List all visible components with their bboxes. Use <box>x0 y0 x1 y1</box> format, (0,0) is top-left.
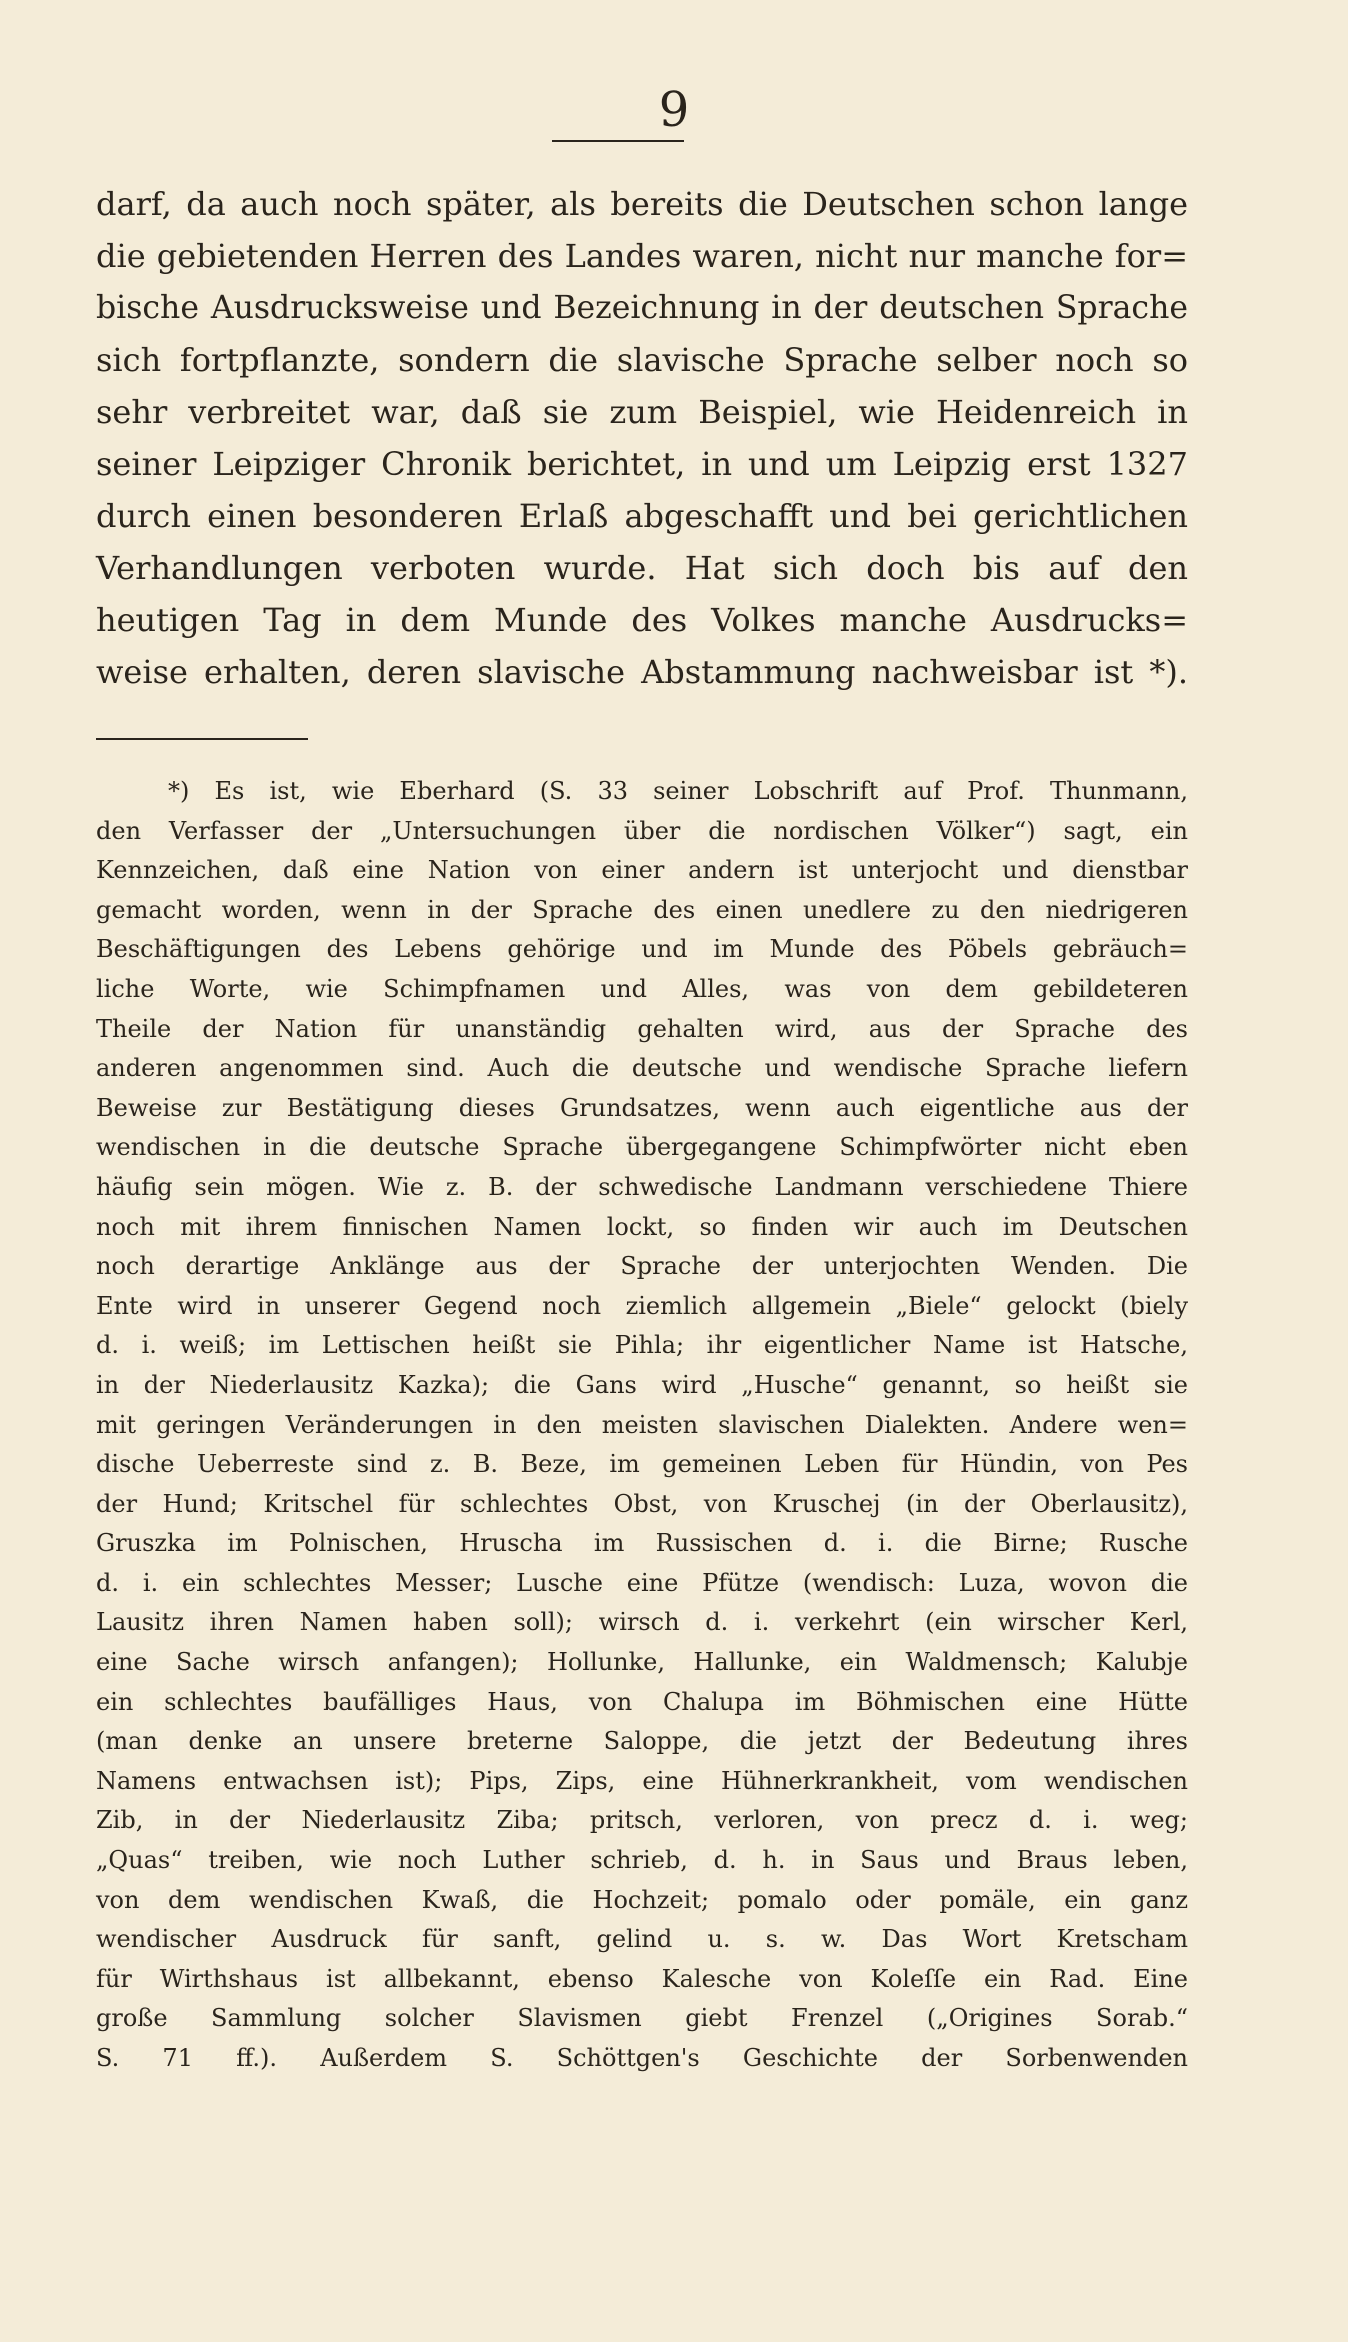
footnote-line: S. 71 ff.). Außerdem S. Schöttgen's Geschichte der Sorbenwenden <box>96 2044 1188 2072</box>
body-line: sehr verbreitet war, daß sie zum Beispiel, wie Heidenreich in <box>96 393 1188 431</box>
body-line: weise erhalten, deren slavische Abstammung nachweisbar ist *). <box>96 653 1188 691</box>
footnote-line: noch derartige Anklänge aus der Sprache der unterjochten Wenden. Die <box>96 1252 1188 1281</box>
footnote-line: Kennzeichen, daß eine Nation von einer andern ist unterjocht und dienstbar <box>96 856 1188 885</box>
footnote-line: große Sammlung solcher Slavismen giebt Frenzel („Origines Sorab.“ <box>96 2004 1188 2033</box>
body-line: durch einen besonderen Erlaß abgeschafft und bei gerichtlichen <box>96 497 1188 535</box>
page-number: 9 <box>658 82 690 138</box>
footnote-line: dische Ueberreste sind z. B. Beze, im gemeinen Leben für Hündin, von Pes <box>96 1450 1188 1479</box>
footnote-line: noch mit ihrem finnischen Namen lockt, so finden wir auch im Deutschen <box>96 1212 1188 1241</box>
footnote-line: Namens entwachsen ist); Pips, Zips, eine Hühnerkrankheit, vom wendischen <box>96 1766 1188 1795</box>
footnote-line: d. i. ein schlechtes Messer; Lusche eine Pfütze (wendisch: Luza, wovon die <box>96 1568 1188 1597</box>
body-line: Verhandlungen verboten wurde. Hat sich doch bis auf den <box>96 549 1188 587</box>
footnote-line: Lausitz ihren Namen haben soll); wirsch d. i. verkehrt (ein wirscher Kerl, <box>96 1608 1188 1637</box>
body-line: darf, da auch noch später, als bereits die Deutschen schon lange <box>96 185 1188 223</box>
footnote-line: liche Worte, wie Schimpfnamen und Alles, was von dem gebildeteren <box>96 974 1188 1003</box>
footnote-line: ein schlechtes baufälliges Haus, von Chalupa im Böhmischen eine Hütte <box>96 1687 1188 1716</box>
footnote-line: „Quas“ treiben, wie noch Luther schrieb, d. h. in Saus und Braus leben, <box>96 1846 1188 1875</box>
body-line: die gebietenden Herren des Landes waren, nicht nur manche for= <box>96 237 1188 275</box>
footnote-line: wendischer Ausdruck für sanft, gelind u. s. w. Das Wort Kretscham <box>96 1925 1188 1954</box>
footnote-line: d. i. weiß; im Lettischen heißt sie Pihla; ihr eigentlicher Name ist Hatsche, <box>96 1331 1188 1360</box>
footnote-line: Gruszka im Polnischen, Hruscha im Russischen d. i. die Birne; Rusche <box>96 1529 1188 1558</box>
footnote-line: Ente wird in unserer Gegend noch ziemlich allgemein „Biele“ gelockt (biely <box>96 1291 1188 1320</box>
body-line: sich fortpflanzte, sondern die slavische Sprache selber noch so <box>96 341 1188 379</box>
footnote-line: (man denke an unsere breterne Saloppe, die jetzt der Bedeutung ihres <box>96 1727 1188 1756</box>
footnote-line: *) Es ist, wie Eberhard (S. 33 seiner Lobschrift auf Prof. Thunmann, <box>168 777 1188 805</box>
footnote-line: wendischen in die deutsche Sprache übergegangene Schimpfwörter nicht eben <box>96 1133 1188 1162</box>
footnote-line: Theile der Nation für unanständig gehalten wird, aus der Sprache des <box>96 1014 1188 1043</box>
body-line: bische Ausdrucksweise und Bezeichnung in der deutschen Sprache <box>96 290 1188 326</box>
footnote-line: Zib, in der Niederlausitz Ziba; pritsch, verloren, von precz d. i. weg; <box>96 1806 1188 1835</box>
footnote-line: Beschäftigungen des Lebens gehörige und im Munde des Pöbels gebräuch= <box>96 935 1188 964</box>
footnote-line: mit geringen Veränderungen in den meisten slavischen Dialekten. Andere wen= <box>96 1410 1188 1439</box>
footnote-line: der Hund; Kritschel für schlechtes Obst, von Kruschej (in der Oberlausitz), <box>96 1489 1188 1518</box>
footnote-line: häufig sein mögen. Wie z. B. der schwedische Landmann verschiedene Thiere <box>96 1172 1188 1201</box>
footnote-line: gemacht worden, wenn in der Sprache des einen unedlere zu den niedrigeren <box>96 895 1188 924</box>
footnote-line: für Wirthshaus ist allbekannt, ebenso Kalesche von Koleſſe ein Rad. Eine <box>96 1964 1188 1993</box>
footnote <box>96 772 1188 2079</box>
footnote-line: Beweise zur Bestätigung dieses Grundsatzes, wenn auch eigentliche aus der <box>96 1093 1188 1122</box>
footnote-line: in der Niederlausitz Kazka); die Gans wird „Husche“ genannt, so heißt sie <box>96 1370 1188 1399</box>
body-line: seiner Leipziger Chronik berichtet, in und um Leipzig erst 1327 <box>96 445 1188 483</box>
header-rule <box>552 140 684 142</box>
footnote-line: eine Sache wirsch anfangen); Hollunke, Hallunke, ein Waldmensch; Kalubje <box>96 1648 1188 1677</box>
body-line: heutigen Tag in dem Munde des Volkes manche Ausdrucks= <box>96 601 1188 639</box>
main-text <box>96 178 1188 698</box>
footnote-line: den Verfasser der „Untersuchungen über die nordischen Völker“) sagt, ein <box>96 816 1188 845</box>
footnote-rule <box>96 738 308 740</box>
footnote-line: von dem wendischen Kwaß, die Hochzeit; pomalo oder pomäle, ein ganz <box>96 1885 1188 1914</box>
footnote-line: anderen angenommen sind. Auch die deutsche und wendische Sprache liefern <box>96 1054 1188 1083</box>
